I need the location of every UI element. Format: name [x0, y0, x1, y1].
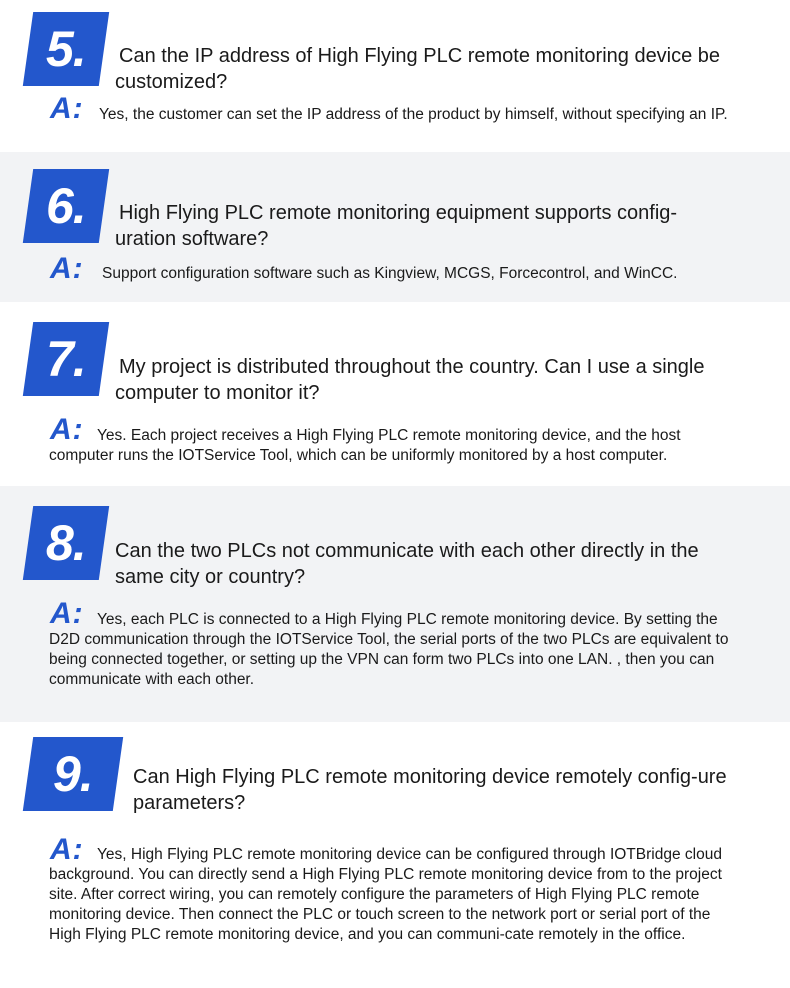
answer-text: Yes. Each project receives a High Flying PLC remote monitoring device, and the host computer runs the IOTService Tool, which can be uniformly monitored by a host computer. — [49, 427, 681, 464]
question-number: 6. — [46, 178, 86, 234]
answer-letter-icon: A: — [50, 833, 84, 866]
faq-item-5 — [0, 0, 790, 152]
question-number: 9. — [53, 746, 93, 802]
question-number-badge — [23, 12, 109, 86]
faq-item-8 — [0, 486, 790, 722]
question-number-badge — [23, 506, 109, 580]
answer-text: Yes, each PLC is connected to a High Flying PLC remote monitoring device. By setting the D2D communication through the IOTService Tool, the serial ports of the two PLCs are equivalent to being connected together, or setting up the VPN can form two PLCs into one LAN. , then you can communicate with each other. — [49, 611, 729, 688]
answer-letter-icon: A: — [50, 92, 84, 125]
answer-letter-icon: A: — [50, 597, 84, 630]
answer-text: Yes, High Flying PLC remote monitoring device can be configured through IOTBridge cloud background. You can directly send a High Flying PLC remote monitoring device from to the project site. After correct wiring, you can remotely configure the parameters of High Flying PLC remote monitoring device. Then connect the PLC or touch screen to the network port or serial port of the High Flying PLC remote monitoring device, and you can communi-cate remotely in the office. — [49, 846, 722, 943]
question-text: My project is distributed throughout the country. Can I use a single computer to monitor it? — [115, 356, 705, 404]
question-text: Can the IP address of High Flying PLC remote monitoring device be customized? — [115, 45, 721, 93]
question-number-badge — [23, 737, 123, 811]
question-number-badge — [23, 169, 109, 243]
answer-text: Support configuration software such as Kingview, MCGS, Forcecontrol, and WinCC. — [102, 265, 678, 282]
question-number: 8. — [46, 515, 86, 571]
faq-item-9 — [0, 722, 790, 988]
question-number-badge — [23, 322, 109, 396]
answer-letter-icon: A: — [50, 413, 84, 446]
faq-item-6 — [0, 152, 790, 302]
answer-letter-icon: A: — [50, 252, 84, 285]
question-number: 5. — [46, 21, 86, 77]
faq-item-7 — [0, 302, 790, 486]
question-text: Can High Flying PLC remote monitoring device remotely config-ure parameters? — [133, 766, 727, 814]
question-text: Can the two PLCs not communicate with each other directly in the same city or country? — [115, 540, 699, 588]
answer-text: Yes, the customer can set the IP address of the product by himself, without specifying an IP. — [99, 106, 728, 123]
question-number: 7. — [46, 331, 86, 387]
question-text: High Flying PLC remote monitoring equipment supports config-uration software? — [115, 202, 678, 250]
